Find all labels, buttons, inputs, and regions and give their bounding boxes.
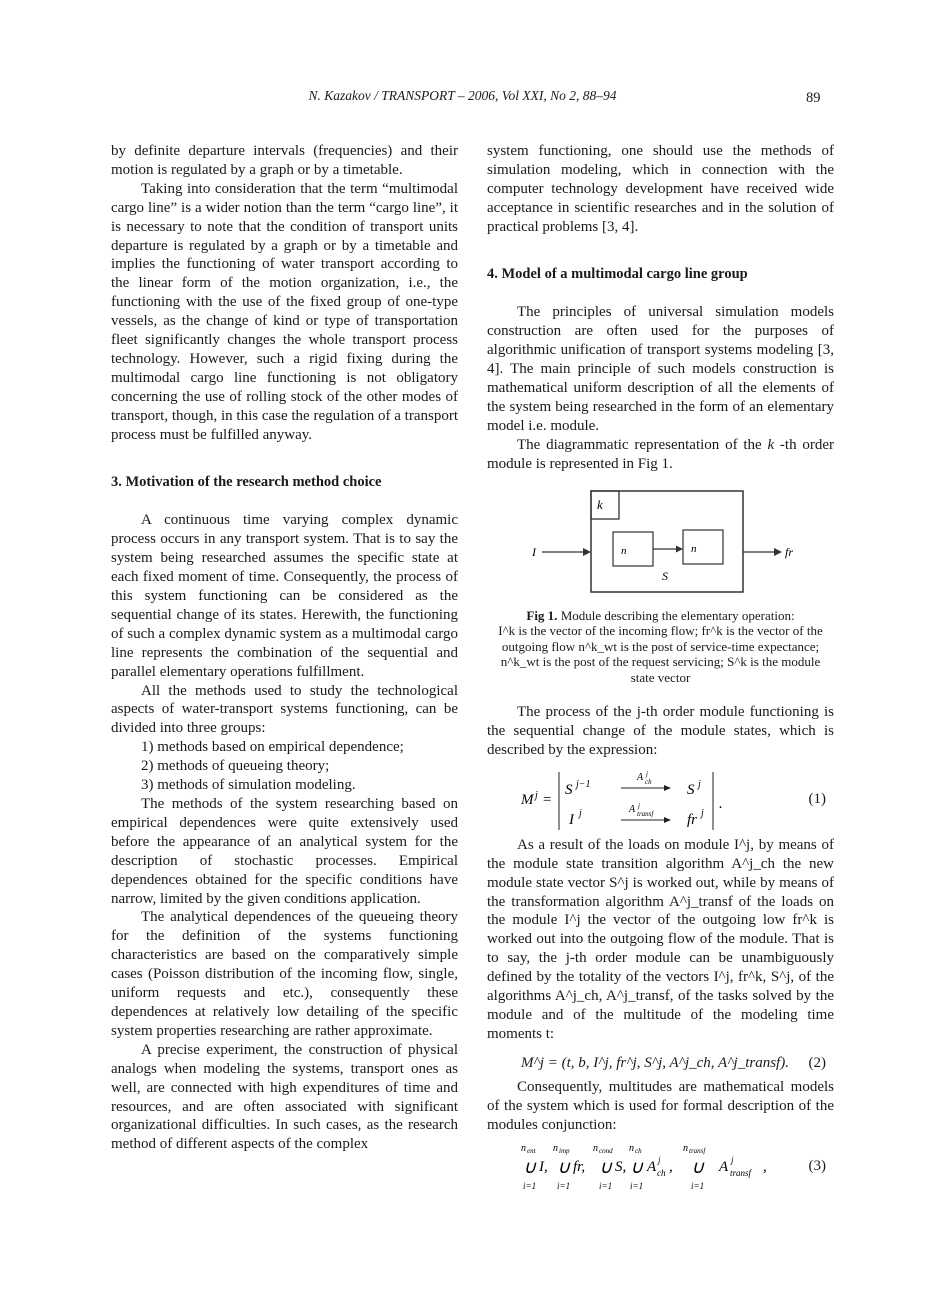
paragraph: The principles of universal simulation models construction are often used for the purposes of algorithmic unification of transport systems modeling [3, 4]. The main principle of such models construction is mathematical uniform description of all the elements of the system being researched in the form of an elementary model i.e. module.: [487, 304, 834, 434]
svg-text:∪: ∪: [557, 1156, 571, 1177]
figure-caption: Fig 1. Module describing the elementary operation: I^k is the vector of the incoming flow; fr^k is the vector of the outgoing flow n^k_wt is the post of service-time expectance; n^k_wt is the post of the request servicing; S^k is the module state vector: [498, 607, 823, 685]
svg-text:ent: ent: [527, 1146, 536, 1155]
svg-text:j: j: [658, 1154, 661, 1165]
svg-text:M: M: [521, 791, 534, 808]
equation-1: [487, 764, 834, 836]
equation-3-svg: [487, 1139, 787, 1193]
paragraph: A continuous time varying complex dynamic process occurs in any transport system. That is to say the system being researched assumes the specific state at each fixed moment of time. Consequently, the process of this system functioning can be considered as the sequential change of its states. Herewith, the functioning of such a complex dynamic system as a multimodal cargo line represents the combination of the sequential and parallel elementary operations fulfillment.: [111, 512, 458, 680]
svg-text:imp: imp: [559, 1146, 570, 1155]
svg-text:transf: transf: [730, 1167, 752, 1178]
svg-text:n: n: [629, 1142, 634, 1154]
paragraph: by definite departure intervals (frequencies) and their motion is regulated by a graph or by a timetable.: [111, 143, 458, 178]
paragraph: The analytical dependences of the queueing theory for the definition of the systems functioning characteristics are based on the comparatively simple cases (Poisson distribution of the incoming flow, single, uniform requests and etc.), consequently these dependences at relatively low detailing of the specific system properties researching are rather approximate.: [111, 909, 458, 1039]
equation-1-svg: [487, 764, 787, 836]
svg-text:cond: cond: [599, 1146, 613, 1155]
svg-text:=: =: [542, 791, 553, 808]
svg-text:∪: ∪: [523, 1156, 537, 1177]
left-column: [111, 142, 458, 1154]
svg-text:j: j: [698, 778, 701, 790]
right-column: [487, 142, 834, 1193]
svg-text:A: A: [637, 771, 644, 783]
list-item: 1) methods based on empirical dependence;: [141, 739, 404, 756]
svg-text:I: I: [569, 811, 574, 828]
paragraph: All the methods used to study the technological aspects of water-transport systems functioning, can be divided into three groups:: [111, 682, 458, 737]
paragraph: Consequently, multitudes are mathematical models of the system which is used for formal description of the modules conjunction:: [487, 1078, 834, 1133]
module-diagram-svg: [487, 486, 834, 604]
service-post-box: [683, 530, 723, 564]
paragraph: system functioning, one should use the methods of simulation modeling, which in connection with the computer technology development have received wide acceptance in scientific researches and in the solution of practical problems [3, 4].: [487, 143, 834, 235]
section-heading: 3. Motivation of the research method choice: [111, 473, 382, 490]
svg-text:S,: S,: [615, 1158, 627, 1175]
internal-arrowhead: [676, 545, 683, 552]
incoming-label: I: [532, 544, 536, 559]
svg-text:j: j: [701, 807, 704, 819]
svg-text:i=1: i=1: [691, 1180, 705, 1191]
section-heading: 4. Model of a multimodal cargo line group: [487, 265, 748, 282]
svg-text:A: A: [719, 1158, 729, 1175]
waiting-post-box: [613, 532, 653, 566]
svg-text:.: .: [719, 795, 723, 812]
svg-text:transf: transf: [637, 809, 654, 818]
svg-text:j−1: j−1: [576, 778, 591, 790]
svg-text:ch: ch: [645, 777, 652, 786]
svg-text:n: n: [521, 1142, 526, 1154]
order-box: [591, 491, 619, 519]
paragraph: The diagrammatic representation of the k -th order module is represented in Fig 1.: [487, 436, 834, 472]
paragraph: As a result of the loads on module I^j, by means of the module state transition algorithm A^j_ch the new module state vector S^j is worked out, while by means of the transformation algorithm A^j_transf of the loads on the module I^j the vector of the outgoing low fr^k is worked out into the outgoing flow of the module. That is to say, the j-th order module can be unambiguously defined by the totality of the vectors I^j, fr^k, S^j, of the algorithms A^j_ch, A^j_transf, of the tasks solved by the module and of the multitude of the modeling time moments t:: [487, 836, 834, 1042]
svg-text:transf: transf: [689, 1146, 706, 1155]
svg-text:ch: ch: [657, 1167, 666, 1178]
svg-text:∪: ∪: [691, 1156, 705, 1177]
svg-text:i=1: i=1: [523, 1180, 537, 1191]
incoming-arrowhead: [583, 548, 591, 556]
paragraph: The methods of the system researching based on empirical dependences were quite extensively used before the appearance of an analytical system for the description of stochastic processes. Empirical dependences obtained for the specific conditions have narrow, limited by the given conditions application.: [111, 796, 458, 907]
equation-number: (1): [808, 790, 826, 807]
list-item: 2) methods of queueing theory;: [141, 758, 330, 775]
svg-text:j: j: [638, 801, 640, 810]
svg-text:n: n: [553, 1142, 558, 1154]
page-number: 89: [806, 90, 821, 106]
service-post-label: n: [691, 542, 697, 555]
svg-text:fr: fr: [687, 811, 698, 828]
svg-text:I,: I,: [539, 1158, 548, 1175]
outgoing-label: fr: [785, 544, 794, 559]
svg-text:∪: ∪: [630, 1156, 644, 1177]
running-header: N. Kazakov / TRANSPORT – 2006, Vol XXI, No 2, 88–94: [308, 88, 617, 103]
svg-text:j: j: [731, 1154, 734, 1165]
svg-text:A: A: [629, 803, 636, 815]
svg-text:n: n: [593, 1142, 598, 1154]
svg-text:ch: ch: [635, 1146, 642, 1155]
svg-text:,: ,: [763, 1158, 767, 1175]
outgoing-arrowhead: [774, 548, 782, 556]
list-item: 3) methods of simulation modeling.: [141, 777, 356, 794]
paragraph: The process of the j-th order module functioning is the sequential change of the module states, which is described by the expression:: [487, 704, 834, 758]
svg-text:i=1: i=1: [557, 1180, 571, 1191]
svg-text:,: ,: [669, 1158, 673, 1175]
svg-text:∪: ∪: [599, 1156, 613, 1177]
svg-text:S: S: [565, 781, 573, 798]
waiting-post-label: n: [621, 544, 627, 557]
equation-number: (3): [808, 1157, 826, 1174]
svg-text:j: j: [646, 769, 648, 778]
equation-3: [487, 1139, 834, 1193]
order-label: k: [597, 496, 603, 512]
svg-text:j: j: [535, 789, 538, 801]
state-vector-label: S: [662, 568, 668, 583]
svg-text:j: j: [579, 807, 582, 819]
svg-text:A: A: [647, 1158, 657, 1175]
svg-text:S: S: [687, 781, 695, 798]
svg-text:i=1: i=1: [599, 1180, 613, 1191]
paragraph: A precise experiment, the construction of physical analogs when modeling the systems, transport ones as well, are connected with high expenditures of time and resources, and are often associated with significant organizational difficulties. In such cases, as the research method of different aspects of the complex: [111, 1041, 458, 1153]
paragraph: Taking into consideration that the term “multimodal cargo line” is a wider notion than the term “cargo line”, it is necessary to note that the condition of transport units departure is regulated by a graph or by a timetable and implies the functioning of water transport according to the linear form of the motion organization, i.e., the functioning with the use of the fixed group of one-type vessels, as the change of kind or type of transportation fleet significantly changes the whole transport process technology. However, such a rigid fixing during the multimodal cargo line functioning is not obligatory concerning the use of rolling stock of the other modes of transport, though, in this case the regulation of a transport process must be fulfilled anyway.: [111, 180, 458, 443]
svg-text:n: n: [683, 1142, 688, 1154]
svg-text:i=1: i=1: [630, 1180, 644, 1191]
equation-2: M^j = (t, b, I^j, fr^j, S^j, A^j_ch, A^j_transf). (2): [521, 1054, 826, 1071]
equation-number: (2): [808, 1054, 826, 1071]
svg-text:fr,: fr,: [573, 1158, 586, 1175]
module-diagram: [487, 486, 834, 604]
